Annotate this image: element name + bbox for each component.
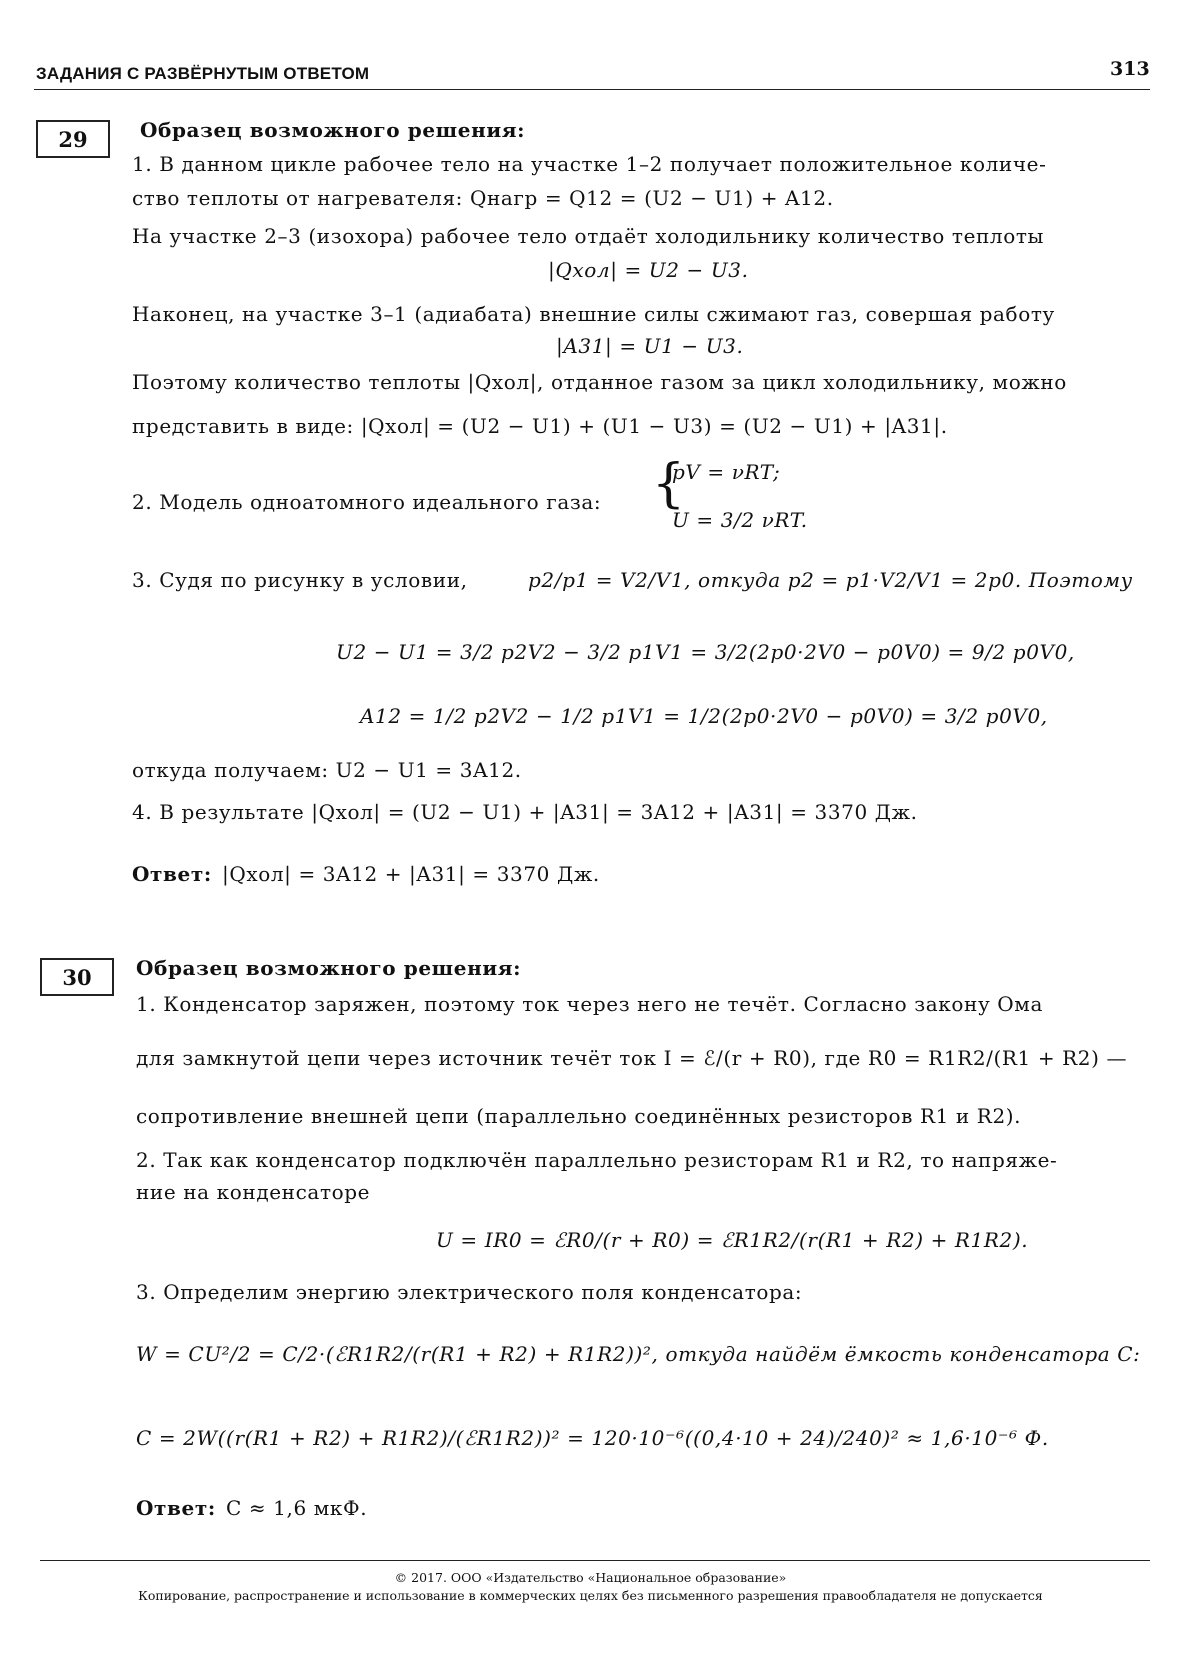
task-29-answer-label: Ответ:: [132, 862, 212, 886]
task-30-line-3: сопротивление внешней цепи (параллельно соединённых резисторов R1 и R2).: [136, 1104, 1022, 1128]
task-29-line-4: Наконец, на участке 3–1 (адиабата) внешние силы сжимают газ, совершая работу: [132, 302, 1055, 326]
task-29-line-6: представить в виде: |Qхол| = (U2 − U1) + (U1 − U3) = (U2 − U1) + |A31|.: [132, 414, 948, 438]
task-29-number-box: 29: [36, 120, 110, 158]
task-29-formula-a31: |A31| = U1 − U3.: [556, 334, 744, 358]
task-29-line-5: Поэтому количество теплоты |Qхол|, отданное газом за цикл холодильнику, можно: [132, 370, 1067, 394]
task-29-line-1: 1. В данном цикле рабочее тело на участке 1–2 получает положительное количе-: [132, 152, 1047, 176]
footer-notice: Копирование, распространение и использование в коммерческих целях без письменного разрешения правообладателя не допускается: [138, 1588, 1043, 1603]
task-30-answer-label: Ответ:: [136, 1496, 216, 1520]
task-30-line-2: для замкнутой цепи через источник течёт ток I = ℰ/(r + R0), где R0 = R1R2/(R1 + R2) —: [136, 1046, 1128, 1070]
task-29-line-9: откуда получаем: U2 − U1 = 3A12.: [132, 758, 522, 782]
task-29-system-eq-2: U = 3/2 νRT.: [672, 508, 808, 532]
task-29-heading: Образец возможного решения:: [140, 118, 526, 142]
task-29-line-8a: 3. Судя по рисунку в условии,: [132, 568, 468, 592]
task-30-formula-c: C = 2W((r(R1 + R2) + R1R2)/(ℰR1R2))² = 120·10⁻⁶((0,4·10 + 24)/240)² ≈ 1,6·10⁻⁶ Ф.: [136, 1426, 1049, 1450]
footer-copyright: © 2017. ООО «Издательство «Национальное образование»: [394, 1570, 787, 1585]
task-30-formula-u: U = IR0 = ℰR0/(r + R0) = ℰR1R2/(r(R1 + R2) + R1R2).: [436, 1228, 1029, 1252]
task-30-heading: Образец возможного решения:: [136, 956, 522, 980]
page-number: 313: [1110, 58, 1150, 80]
task-30-answer: C ≈ 1,6 мкФ.: [226, 1496, 368, 1520]
task-29-formula-du: U2 − U1 = 3/2 p2V2 − 3/2 p1V1 = 3/2(2p0·2V0 − p0V0) = 9/2 p0V0,: [336, 640, 1075, 664]
task-29-line-2: ство теплоты от нагревателя: Qнагр = Q12 = (U2 − U1) + A12.: [132, 186, 834, 210]
task-30-number-box: 30: [40, 958, 114, 996]
task-29-formula-a12: A12 = 1/2 p2V2 − 1/2 p1V1 = 1/2(2p0·2V0 − p0V0) = 3/2 p0V0,: [360, 704, 1048, 728]
task-30-line-5: ние на конденсаторе: [136, 1180, 371, 1204]
task-29-formula-qhol: |Qхол| = U2 − U3.: [548, 258, 749, 282]
task-29-line-7: 2. Модель одноатомного идеального газа:: [132, 490, 602, 514]
system-brace: {: [652, 454, 686, 514]
task-29-answer: |Qхол| = 3A12 + |A31| = 3370 Дж.: [222, 862, 600, 886]
section-title: ЗАДАНИЯ С РАЗВЁРНУТЫМ ОТВЕТОМ: [36, 64, 370, 83]
task-30-line-6: 3. Определим энергию электрического поля конденсатора:: [136, 1280, 803, 1304]
task-29-line-10: 4. В результате |Qхол| = (U2 − U1) + |A31| = 3A12 + |A31| = 3370 Дж.: [132, 800, 918, 824]
task-30-formula-w: W = CU²/2 = C/2·(ℰR1R2/(r(R1 + R2) + R1R2))², откуда найдём ёмкость конденсатора C:: [136, 1342, 1141, 1366]
task-29-line-3: На участке 2–3 (изохора) рабочее тело отдаёт холодильнику количество теплоты: [132, 224, 1045, 248]
task-29-line-8b: p2/p1 = V2/V1, откуда p2 = p1·V2/V1 = 2p0. Поэтому: [528, 568, 1133, 592]
task-30-line-1: 1. Конденсатор заряжен, поэтому ток через него не течёт. Согласно закону Ома: [136, 992, 1043, 1016]
header-rule: [34, 89, 1150, 90]
footer-rule: [40, 1560, 1150, 1561]
task-30-line-4: 2. Так как конденсатор подключён параллельно резисторам R1 и R2, то напряже-: [136, 1148, 1058, 1172]
task-29-system-eq-1: pV = νRT;: [672, 460, 781, 484]
